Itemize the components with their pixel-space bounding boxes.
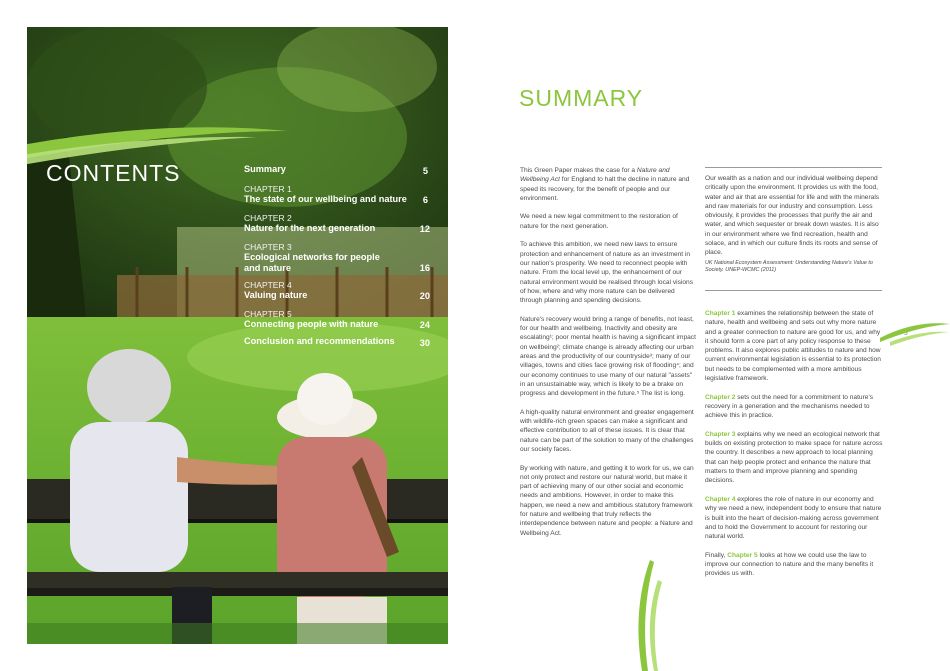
quote-text: Our wealth as a nation and our individual wellbeing depend critically upon the environment. It provides us with the food, water and air that are essential for life and with the minerals and raw materials for our industry and consumption. Less obviously, it provides the processes that purify the air and water, and which sequester or break down wastes. It is also in our environment where we find recreation, health and solace, and in which our culture finds its roots and sense of place. xyxy=(705,175,880,257)
contents-heading: CONTENTS xyxy=(46,160,181,186)
toc-chapter-label: CHAPTER 4 xyxy=(244,280,292,290)
toc-entry-title: Conclusion and recommendations xyxy=(244,336,395,346)
quote-rule-bottom xyxy=(705,290,882,291)
toc-entry-title: Connecting people with nature xyxy=(244,319,379,329)
summary-heading: SUMMARY xyxy=(519,85,644,111)
toc-entry-conclusion[interactable] xyxy=(244,336,434,348)
toc-entry-page: 16 xyxy=(419,263,430,273)
toc-entry-page: 20 xyxy=(419,291,430,301)
paragraph: Nature's recovery would bring a range of benefits, not least, for our health and wellbeing. Inactivity and obesity are escalating¹; poor mental health is having a significant impact on wellbeing²; climate change is already affecting our urban areas and the productivity of our countryside³; many of our villages, towns and cities face growing risk of flooding⁴; and our economy continues to use many of our natural "assets" in an unsustainable way, which is likely to be a brake on progress and development in the future.⁵ The list is long. xyxy=(520,315,696,398)
chapter-1-summary: Chapter 1 examines the relationship between the state of nature, health and wellbeing and sets out why more nature and a greater connection to nature are good for us, and why it should form a core part of any policy response to these problems. It also explores public attitudes to nature and how current environmental legislation is essential to its protection but needs to be complemented with a more ambitious legislative framework. xyxy=(705,310,881,383)
chapter-1-link[interactable]: Chapter 1 xyxy=(705,310,736,317)
summary-left-column xyxy=(520,166,696,547)
toc-chapter-label: CHAPTER 2 xyxy=(244,213,292,223)
toc-chapter-label: CHAPTER 5 xyxy=(244,309,292,319)
toc-entry-chapter-3[interactable] xyxy=(244,242,434,273)
chapter-5-link[interactable]: Chapter 5 xyxy=(727,551,758,559)
toc-entry-title: Summary xyxy=(244,164,286,174)
paragraph-intro: This Green Paper makes the case for a Nature and Wellbeing Act for England to halt the decline in nature and speed its recovery, for the benefit of people and our environment. xyxy=(520,167,690,202)
green-swoosh-bottom xyxy=(628,560,668,671)
toc-entry-title: Nature for the next generation xyxy=(244,223,376,233)
toc-entry-chapter-4[interactable] xyxy=(244,280,434,301)
green-swoosh-right xyxy=(880,312,950,352)
toc-chapter-label: CHAPTER 1 xyxy=(244,184,292,194)
toc-entry-summary[interactable] xyxy=(244,164,434,176)
summary-right-column xyxy=(705,174,883,283)
toc-entry-title: Valuing nature xyxy=(244,290,308,300)
paragraph: We need a new legal commitment to the restoration of nature for the next generation. xyxy=(520,213,678,230)
quote-source: UK National Ecosystem Assessment: Understanding Nature's Value to Society. UNEP-WCMC (2011) xyxy=(705,259,873,273)
quote-rule-top xyxy=(705,167,882,168)
toc-entry-page: 24 xyxy=(419,320,430,330)
page-number: 5 xyxy=(904,330,908,337)
paragraph: By working with nature, and getting it to work for us, we can not only protect and restore our natural world, but make it part of achieving many of our other social and economic needs and ambitions. However, in order to make this happen, we need a new and ambitious statutory framework for nature and wellbeing that truly reflects the interdependence between nature and people: a Nature and Wellbeing Act. xyxy=(520,464,694,537)
toc-entry-page: 30 xyxy=(419,338,430,348)
paragraph: To achieve this ambition, we need new laws to ensure protection and enhancement of nature as an investment in our nation's prosperity. We need to reconnect people with nature. From the local level up, the enhancement of our natural environment would be realised through local visions of how, where and why more nature can be delivered through planning and spending decisions. xyxy=(520,241,694,305)
toc-entry-page: 5 xyxy=(422,166,428,176)
toc-entry-page: 6 xyxy=(422,195,428,205)
toc-entry-chapter-1[interactable] xyxy=(244,184,434,205)
toc-entry-title: The state of our wellbeing and nature xyxy=(244,194,407,204)
pull-quote xyxy=(705,174,883,274)
chapter-2-summary: Chapter 2 sets out the need for a commitment to nature's recovery in a generation and the mechanisms needed to achieve this in practice. xyxy=(705,393,874,420)
chapter-5-summary: Finally, Chapter 5 looks at how we could use the law to improve our connection to nature and the many benefits it provides us with. xyxy=(705,551,874,578)
toc-entry-page: 12 xyxy=(419,224,430,234)
toc-chapter-label: CHAPTER 3 xyxy=(244,242,292,252)
chapter-2-link[interactable]: Chapter 2 xyxy=(705,393,736,401)
paragraph: A high-quality natural environment and greater engagement with wildlife-rich green spaces can make a significant and effective contribution to all of these issues. It is clear that nature can be part of the solution to many of the challenges our society faces. xyxy=(520,408,694,453)
chapter-4-summary: Chapter 4 explores the role of nature in our economy and why we need a new, independent body to ensure that nature is built into the heart of decision-making across government and to hold the Government to account for restoring our natural world. xyxy=(705,495,882,541)
toc-entry-chapter-5[interactable] xyxy=(244,309,434,330)
toc-entry-title: Ecological networks for people and nature xyxy=(244,252,380,273)
chapter-3-summary: Chapter 3 explains why we need an ecological network that builds on existing protection to make space for nature across the country. It describes a new approach to local planning that can help people protect and enhance the nature that matters to them and improve planning and spending decisions. xyxy=(705,430,883,485)
chapter-4-link[interactable]: Chapter 4 xyxy=(705,495,736,503)
chapter-overview xyxy=(705,309,883,588)
chapter-3-link[interactable]: Chapter 3 xyxy=(705,430,736,438)
toc-entry-chapter-2[interactable] xyxy=(244,213,434,234)
